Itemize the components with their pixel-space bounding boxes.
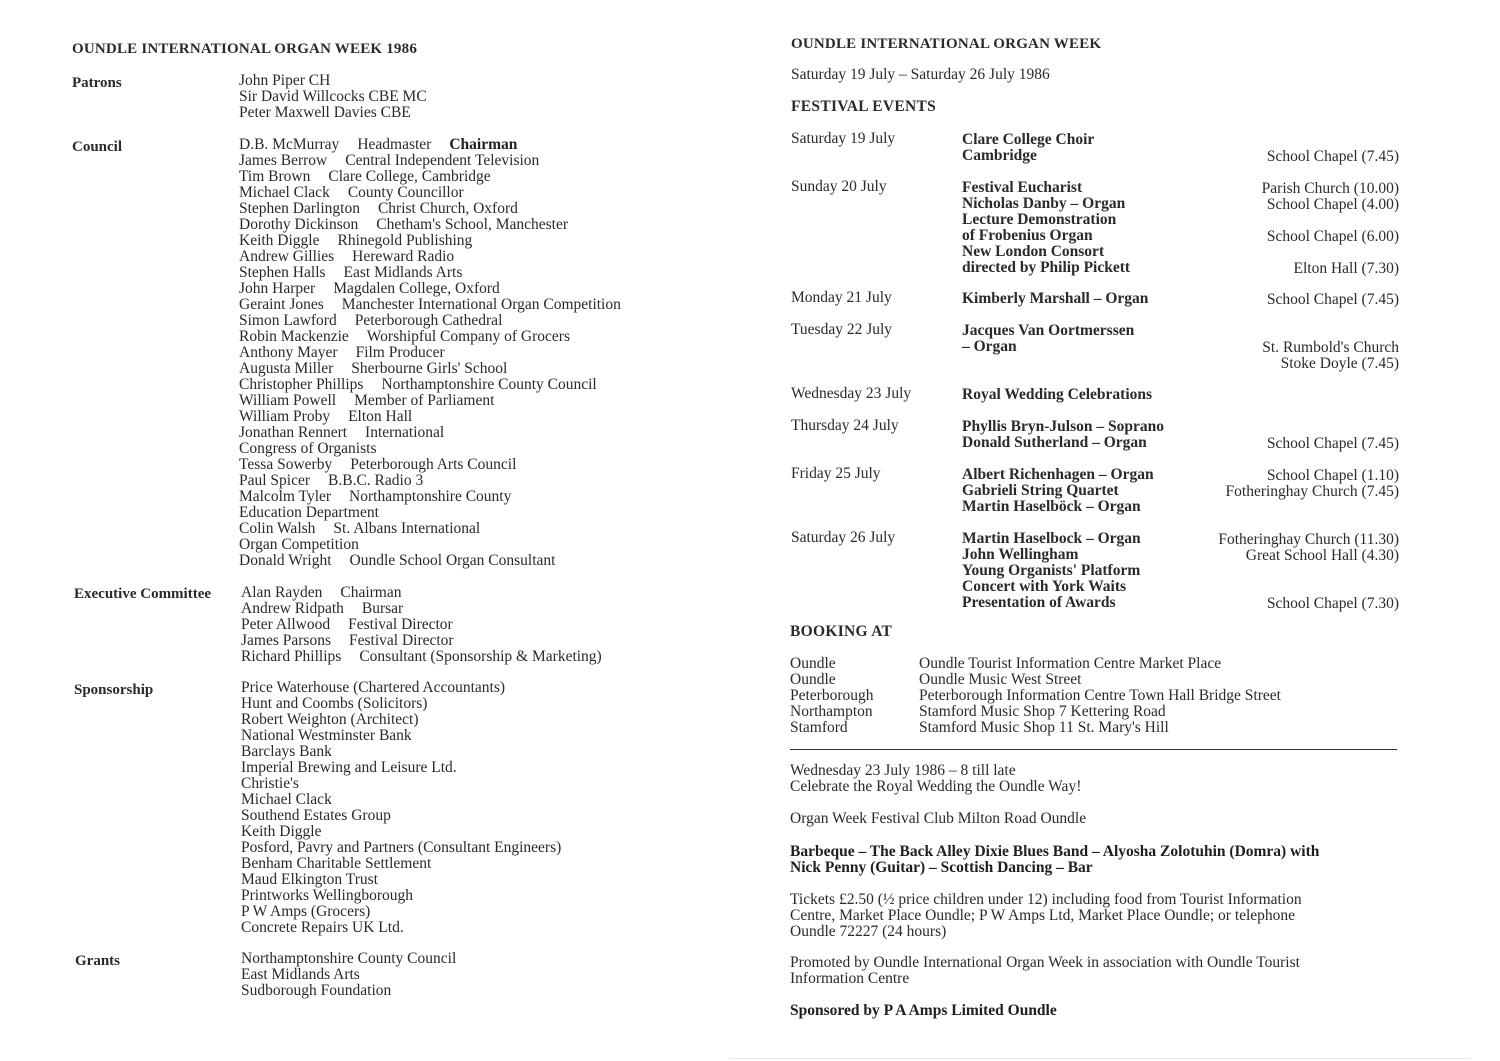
booking-place: Oundle Tourist Information Centre Market Place [919, 655, 1222, 672]
member-name: Organ Competition [239, 536, 359, 553]
council-member [239, 377, 621, 393]
council-member [239, 233, 621, 249]
event-date: Tuesday 22 July [791, 321, 893, 338]
council-member [239, 521, 621, 537]
promoted-line: Information Centre [790, 970, 910, 987]
event-name: Albert Richenhagen – Organ [962, 466, 1154, 483]
event-name: – Organ [962, 338, 1017, 355]
wedding-announcement [790, 763, 1390, 795]
member-name: Andrew Ridpath [241, 600, 344, 617]
member-name: D.B. McMurray [239, 136, 340, 153]
event-name: Lecture Demonstration [962, 211, 1117, 228]
patron-line: John Piper CH [239, 72, 331, 89]
sponsor-line: Price Waterhouse (Chartered Accountants) [241, 679, 506, 696]
member-name: Michael Clack [239, 184, 330, 201]
event-venue: School Chapel (7.45) [1266, 291, 1399, 308]
event-name: Gabrieli String Quartet [962, 482, 1119, 499]
sponsor-line: Barclays Bank [241, 743, 332, 760]
council-member [239, 313, 621, 329]
member-title: Chairman [449, 136, 518, 153]
member-name: Stephen Halls [239, 264, 326, 281]
event-name: John Wellingham [962, 546, 1079, 563]
member-name: Congress of Organists [239, 440, 377, 457]
divider [790, 749, 1397, 750]
member-name: Christopher Phillips [239, 376, 364, 393]
bill-line: Barbeque – The Back Alley Dixie Blues Band – Alyosha Zolotuhin (Domra) with [790, 843, 1320, 860]
member-role: Chairman [340, 584, 402, 601]
event-venue: School Chapel (7.45) [1266, 435, 1399, 452]
member-name: Simon Lawford [239, 312, 337, 329]
member-name: Education Department [239, 504, 379, 521]
sponsor-line: Robert Weighton (Architect) [241, 711, 419, 728]
patron-line: Sir David Willcocks CBE MC [239, 88, 427, 105]
council-member [239, 473, 621, 489]
member-role: Central Independent Television [345, 152, 540, 169]
member-name: William Powell [239, 392, 337, 409]
event-venue: Stoke Doyle (7.45) [1280, 355, 1399, 372]
bill-line: Nick Penny (Guitar) – Scottish Dancing – Bar [790, 859, 1093, 876]
sponsor-line: Southend Estates Group [241, 807, 391, 824]
council-member [239, 457, 621, 473]
council-member [239, 265, 621, 281]
council-member [239, 345, 621, 361]
member-name: Andrew Gillies [239, 248, 335, 265]
member-name: Anthony Mayer [239, 344, 338, 361]
sponsored-by: Sponsored by P A Amps Limited Oundle [790, 1002, 1057, 1019]
member-role: Headmaster [357, 136, 432, 153]
event-name: Kimberly Marshall – Organ [962, 290, 1149, 307]
sponsor-line: Concrete Repairs UK Ltd. [241, 919, 404, 936]
entertainment-bill [790, 844, 1390, 876]
member-role: Clare College, Cambridge [328, 168, 491, 185]
member-name: Augusta Miller [239, 360, 334, 377]
sponsor-line: Benham Charitable Settlement [241, 855, 432, 872]
council-list [239, 137, 621, 569]
council-member [239, 249, 621, 265]
member-role: Rhinegold Publishing [337, 232, 473, 249]
event-name: Donald Sutherland – Organ [962, 434, 1147, 451]
wedding-line: Wednesday 23 July 1986 – 8 till late [790, 762, 1016, 779]
booking-place: Stamford Music Shop 7 Kettering Road [919, 703, 1166, 720]
sponsor-line: Hunt and Coombs (Solicitors) [241, 695, 428, 712]
festival-club: Organ Week Festival Club Milton Road Oundle [790, 810, 1087, 827]
left-page-title: OUNDLE INTERNATIONAL ORGAN WEEK 1986 [72, 41, 418, 57]
patron-line: Peter Maxwell Davies CBE [239, 104, 411, 121]
council-member [239, 441, 621, 457]
grant-line: East Midlands Arts [241, 966, 360, 983]
event-date: Saturday 26 July [791, 529, 896, 546]
member-role: Film Producer [355, 344, 445, 361]
member-name: William Proby [239, 408, 331, 425]
member-name: Malcolm Tyler [239, 488, 332, 505]
patrons-list [239, 73, 427, 121]
event-date: Saturday 19 July [791, 130, 896, 147]
member-name: Peter Allwood [241, 616, 331, 633]
event-name: Jacques Van Oortmerssen [962, 322, 1135, 339]
council-member [239, 329, 621, 345]
executive-member [241, 601, 602, 617]
member-name: Richard Phillips [241, 648, 342, 665]
member-role: Consultant (Sponsorship & Marketing) [359, 648, 602, 665]
event-date: Wednesday 23 July [791, 385, 912, 402]
member-name: Robin Mackenzie [239, 328, 349, 345]
member-role: Peterborough Cathedral [354, 312, 503, 329]
page-edge [730, 1058, 1470, 1059]
member-name: Stephen Darlington [239, 200, 360, 217]
event-venue: School Chapel (6.00) [1266, 228, 1399, 245]
member-role: Elton Hall [348, 408, 413, 425]
promoted-by [790, 955, 1390, 987]
member-role: Christ Church, Oxford [377, 200, 518, 217]
sponsor-line: Imperial Brewing and Leisure Ltd. [241, 759, 457, 776]
event-venue: Fotheringhay Church (11.30) [1218, 531, 1399, 548]
event-venue: School Chapel (4.00) [1266, 196, 1399, 213]
council-member [239, 505, 621, 521]
event-name: Festival Eucharist [962, 179, 1083, 196]
member-role: East Midlands Arts [343, 264, 463, 281]
member-name: Colin Walsh [239, 520, 316, 537]
council-member [239, 537, 621, 553]
event-name: Cambridge [962, 147, 1037, 164]
member-name: Donald Wright [239, 552, 332, 569]
member-role: Manchester International Organ Competition [341, 296, 621, 313]
tickets-line: Oundle 72227 (24 hours) [790, 923, 947, 940]
member-role: Magdalen College, Oxford [333, 280, 500, 297]
member-role: Chetham's School, Manchester [376, 216, 569, 233]
executive-member [241, 617, 602, 633]
event-date: Friday 25 July [791, 465, 881, 482]
booking-place: Peterborough Information Centre Town Hall Bridge Street [919, 687, 1281, 704]
member-name: Alan Rayden [241, 584, 323, 601]
member-name: James Parsons [241, 632, 331, 649]
member-role: Member of Parliament [354, 392, 495, 409]
council-member [239, 185, 621, 201]
festival-dates: Saturday 19 July – Saturday 26 July 1986 [791, 66, 1050, 83]
member-role: International [365, 424, 445, 441]
member-name: James Berrow [239, 152, 328, 169]
council-member [239, 217, 621, 233]
ticket-info [790, 892, 1390, 940]
member-role: Hereward Radio [352, 248, 455, 265]
council-member [239, 297, 621, 313]
event-venue: St. Rumbold's Church [1262, 339, 1399, 356]
member-name: Paul Spicer [239, 472, 311, 489]
sponsor-line: Christie's [241, 775, 299, 792]
council-member [239, 409, 621, 425]
event-name: Martin Haselbock – Organ [962, 530, 1141, 547]
member-name: John Harper [239, 280, 316, 297]
council-member [239, 137, 621, 153]
booking-town: Oundle [790, 671, 836, 688]
sponsor-line: National Westminster Bank [241, 727, 412, 744]
member-role: Northamptonshire County [349, 488, 512, 505]
sponsor-line: Keith Diggle [241, 823, 322, 840]
grants-list [241, 951, 456, 999]
event-name: Presentation of Awards [962, 594, 1116, 611]
member-name: Geraint Jones [239, 296, 324, 313]
member-role: St. Albans International [333, 520, 481, 537]
member-role: Bursar [361, 600, 404, 617]
council-member [239, 169, 621, 185]
member-name: Tim Brown [239, 168, 311, 185]
council-label: Council [72, 139, 123, 155]
council-member [239, 201, 621, 217]
council-member [239, 281, 621, 297]
member-role: County Councillor [347, 184, 464, 201]
council-member [239, 553, 621, 569]
grants-label: Grants [75, 953, 120, 969]
sponsor-line: Michael Clack [241, 791, 332, 808]
event-name: Martin Haselböck – Organ [962, 498, 1141, 515]
event-name: Royal Wedding Celebrations [962, 386, 1153, 403]
council-member [239, 153, 621, 169]
event-date: Thursday 24 July [791, 417, 899, 434]
sponsor-line: Posford, Pavry and Partners (Consultant Engineers) [241, 839, 562, 856]
event-venue: Fotheringhay Church (7.45) [1225, 483, 1399, 500]
executive-committee-label: Executive Committee [74, 586, 212, 602]
member-role: Peterborough Arts Council [350, 456, 517, 473]
booking-place: Stamford Music Shop 11 St. Mary's Hill [919, 719, 1169, 736]
sponsor-line: Printworks Wellingborough [241, 887, 413, 904]
council-member [239, 393, 621, 409]
event-venue: Elton Hall (7.30) [1293, 260, 1399, 277]
executive-committee-list [241, 585, 602, 665]
event-venue: School Chapel (7.45) [1266, 148, 1399, 165]
tickets-line: Centre, Market Place Oundle; P W Amps Ltd, Market Place Oundle; or telephone [790, 907, 1296, 924]
event-venue: School Chapel (1.10) [1266, 467, 1399, 484]
council-member [239, 425, 621, 441]
event-name: of Frobenius Organ [962, 227, 1093, 244]
member-role: Sherbourne Girls' School [351, 360, 508, 377]
member-role: Festival Director [348, 632, 454, 649]
event-name: Clare College Choir [962, 131, 1095, 148]
sponsor-line: P W Amps (Grocers) [241, 903, 371, 920]
event-name: Phyllis Bryn-Julson – Soprano [962, 418, 1164, 435]
wedding-line: Celebrate the Royal Wedding the Oundle Way! [790, 778, 1082, 795]
right-page-title: OUNDLE INTERNATIONAL ORGAN WEEK [791, 36, 1102, 52]
event-name: Young Organists' Platform [962, 562, 1141, 579]
member-name: Keith Diggle [239, 232, 320, 249]
member-name: Jonathan Rennert [239, 424, 348, 441]
member-role: Northamptonshire County Council [381, 376, 597, 393]
patrons-label: Patrons [72, 75, 122, 91]
council-member [239, 489, 621, 505]
booking-heading: BOOKING AT [790, 623, 893, 640]
executive-member [241, 633, 602, 649]
event-name: New London Consort [962, 243, 1105, 260]
event-venue: School Chapel (7.30) [1266, 595, 1399, 612]
booking-town: Northampton [790, 703, 873, 720]
executive-member [241, 649, 602, 665]
event-name: Concert with York Waits [962, 578, 1127, 595]
event-name: directed by Philip Pickett [962, 259, 1131, 276]
event-date: Sunday 20 July [791, 178, 887, 195]
member-role: Festival Director [348, 616, 453, 633]
tickets-line: Tickets £2.50 (½ price children under 12) including food from Tourist Information [790, 891, 1302, 908]
sponsorship-list [241, 680, 561, 936]
council-member [239, 361, 621, 377]
booking-town: Stamford [790, 719, 848, 736]
booking-town: Peterborough [790, 687, 874, 704]
event-name: Nicholas Danby – Organ [962, 195, 1126, 212]
event-date: Monday 21 July [791, 289, 892, 306]
event-venue: Great School Hall (4.30) [1245, 547, 1399, 564]
sponsorship-label: Sponsorship [74, 682, 154, 698]
member-role: Worshipful Company of Grocers [366, 328, 570, 345]
executive-member [241, 585, 602, 601]
promoted-line: Promoted by Oundle International Organ Week in association with Oundle Tourist [790, 954, 1300, 971]
grant-line: Northamptonshire County Council [241, 950, 457, 967]
member-role: Oundle School Organ Consultant [349, 552, 556, 569]
event-venue: Parish Church (10.00) [1261, 180, 1399, 197]
grant-line: Sudborough Foundation [241, 982, 392, 999]
booking-town: Oundle [790, 655, 836, 672]
sponsor-line: Maud Elkington Trust [241, 871, 378, 888]
member-name: Dorothy Dickinson [239, 216, 359, 233]
member-role: B.B.C. Radio 3 [328, 472, 424, 489]
festival-events-heading: FESTIVAL EVENTS [791, 98, 937, 115]
member-name: Tessa Sowerby [239, 456, 333, 473]
booking-place: Oundle Music West Street [919, 671, 1082, 688]
